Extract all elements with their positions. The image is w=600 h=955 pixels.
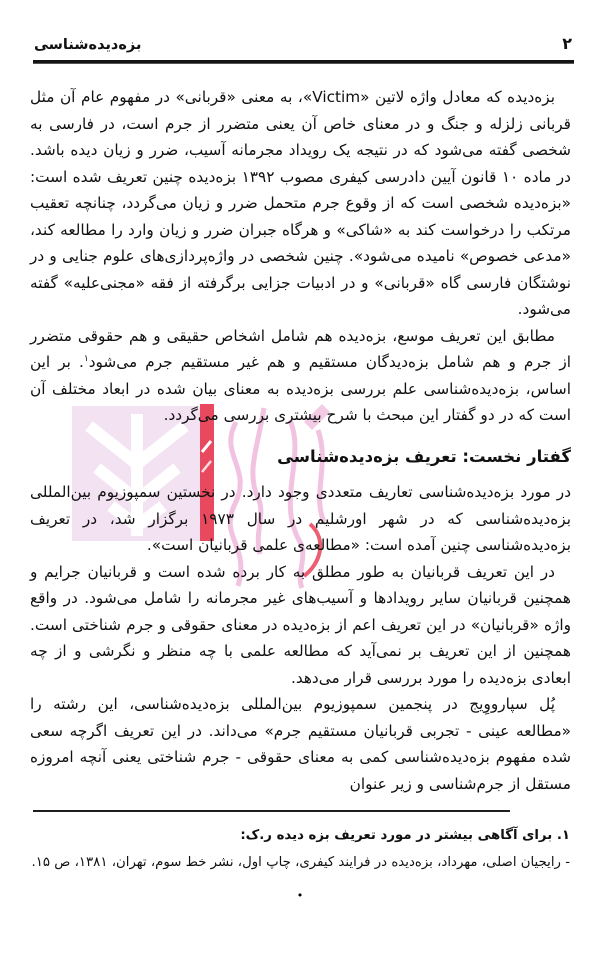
page-number: ۲ (562, 34, 572, 53)
running-title: بزه‌دیده‌شناسی (34, 37, 142, 53)
footnote-rule (33, 810, 510, 812)
paragraph-definition-victim: بزه‌دیده که معادل واژه لاتین «Victim»، به معنی «قربانی» در مفهوم عام آن مثل قربانی زلزله و جنگ و در معنای خاص آن یعنی متضرر از جرم است، در فارسی به شخصی گفته می‌شود که در نتیجه یک رویداد مجرمانه آسیب، ضرر و زیان دیده باشد. در ماده ۱۰ قانون آیین دادرسی کیفری مصوب ۱۳۹۲ بزه‌دیده چنین تعریف شده است: «بزه‌دیده شخصی است که از وقوع جرم متحمل ضرر و زیان می‌گردد، چنانچه تعقیب مرتکب را درخواست کند به «شاکی» و هرگاه جبران ضرر و زیان وارد را مطالعه کند، «مدعی خصوص» نامیده می‌شود». چنین شخصی در واژه‌پردازی‌های علوم جنایی و در نوشتگان فارسی گاه «قربانی» و در ادبیات جزایی برگرفته از فقه «مجنی‌علیه» گفته می‌شود. (30, 88, 571, 318)
footnote-marker: ۱ (83, 353, 89, 364)
page-body (30, 84, 571, 797)
paragraph-separovic: پُل سپارووِیج در پنجمین سمپوزیوم بین‌المللی بزه‌دیده‌شناسی، این رشته را «مطالعه عینی - تجربی قربانیان مستقیم جرم» می‌داند. در این تعریف اگرچه سعی شده مفهوم بزه‌دیده‌شناسی کمی به معنای حقوقی - جرم شناختی یعنی آنچه امروزه مستقل از جرم‌شناسی و زیر عنوان (30, 695, 571, 793)
footnote-line-1: ۱. برای آگاهی بیشتر در مورد تعریف بزه دیده ر.ک: (240, 828, 570, 843)
section-heading: گفتار نخست: تعریف بزه‌دیده‌شناسی (277, 446, 571, 466)
header-rule (33, 60, 574, 64)
end-mark: • (296, 889, 304, 902)
footnote-line-2: - رایجیان اصلی، مهرداد، بزه‌دیده در فرایند کیفری، چاپ اول، نشر خط سوم، تهران، ۱۳۸۱، ص ۱۵. (31, 855, 570, 870)
page-header (34, 34, 572, 53)
footnote (30, 822, 570, 909)
paragraph-symposium-1973: در مورد بزه‌دیده‌شناسی تعاریف متعددی وجود دارد. در نخستین سمپوزیوم بین‌المللی بزه‌دیده‌شناسی که در شهر اورشلیم در سال ۱۹۷۳ برگزار شد، در تعریف بزه‌دیده‌شناسی چنین آمده است: «مطالعه‌ی علمی قربانیان است». (30, 483, 571, 554)
paragraph-victims-absolute: در این تعریف قربانیان به طور مطلق به کار برده شده است و قربانیان جرایم و همچنین قربانیان سایر رویدادها و آسیب‌های غیر مجرمانه را شامل می‌شود. در واقع واژه «قربانیان» در این تعریف اعم از بزه‌دیده در معنای حقوقی و جرم شناختی است. همچنین از این تعریف بر نمی‌آید که مطالعه علمی با چه منظر و نگرشی و از چه ابعادی بزه‌دیده را مورد بررسی قرار می‌دهد. (30, 562, 571, 687)
paragraph-broad-definition (30, 323, 571, 429)
paragraph-broad-definition-text: مطابق این تعریف موسع، بزه‌دیده هم شامل اشخاص حقیقی و هم حقوقی متضرر از جرم و هم شامل بزه‌دیدگان مستقیم و هم غیر مستقیم جرم می‌شود (30, 326, 572, 371)
paragraph-broad-definition-continued: . بر این اساس، بزه‌دیده‌شناسی علم بررسی بزه‌دیده به معنای بیان شده در ابعاد مختلف آن است که در دو گفتار این مبحث با شرح بیشتری بررسی می‌گردد. (30, 353, 571, 424)
